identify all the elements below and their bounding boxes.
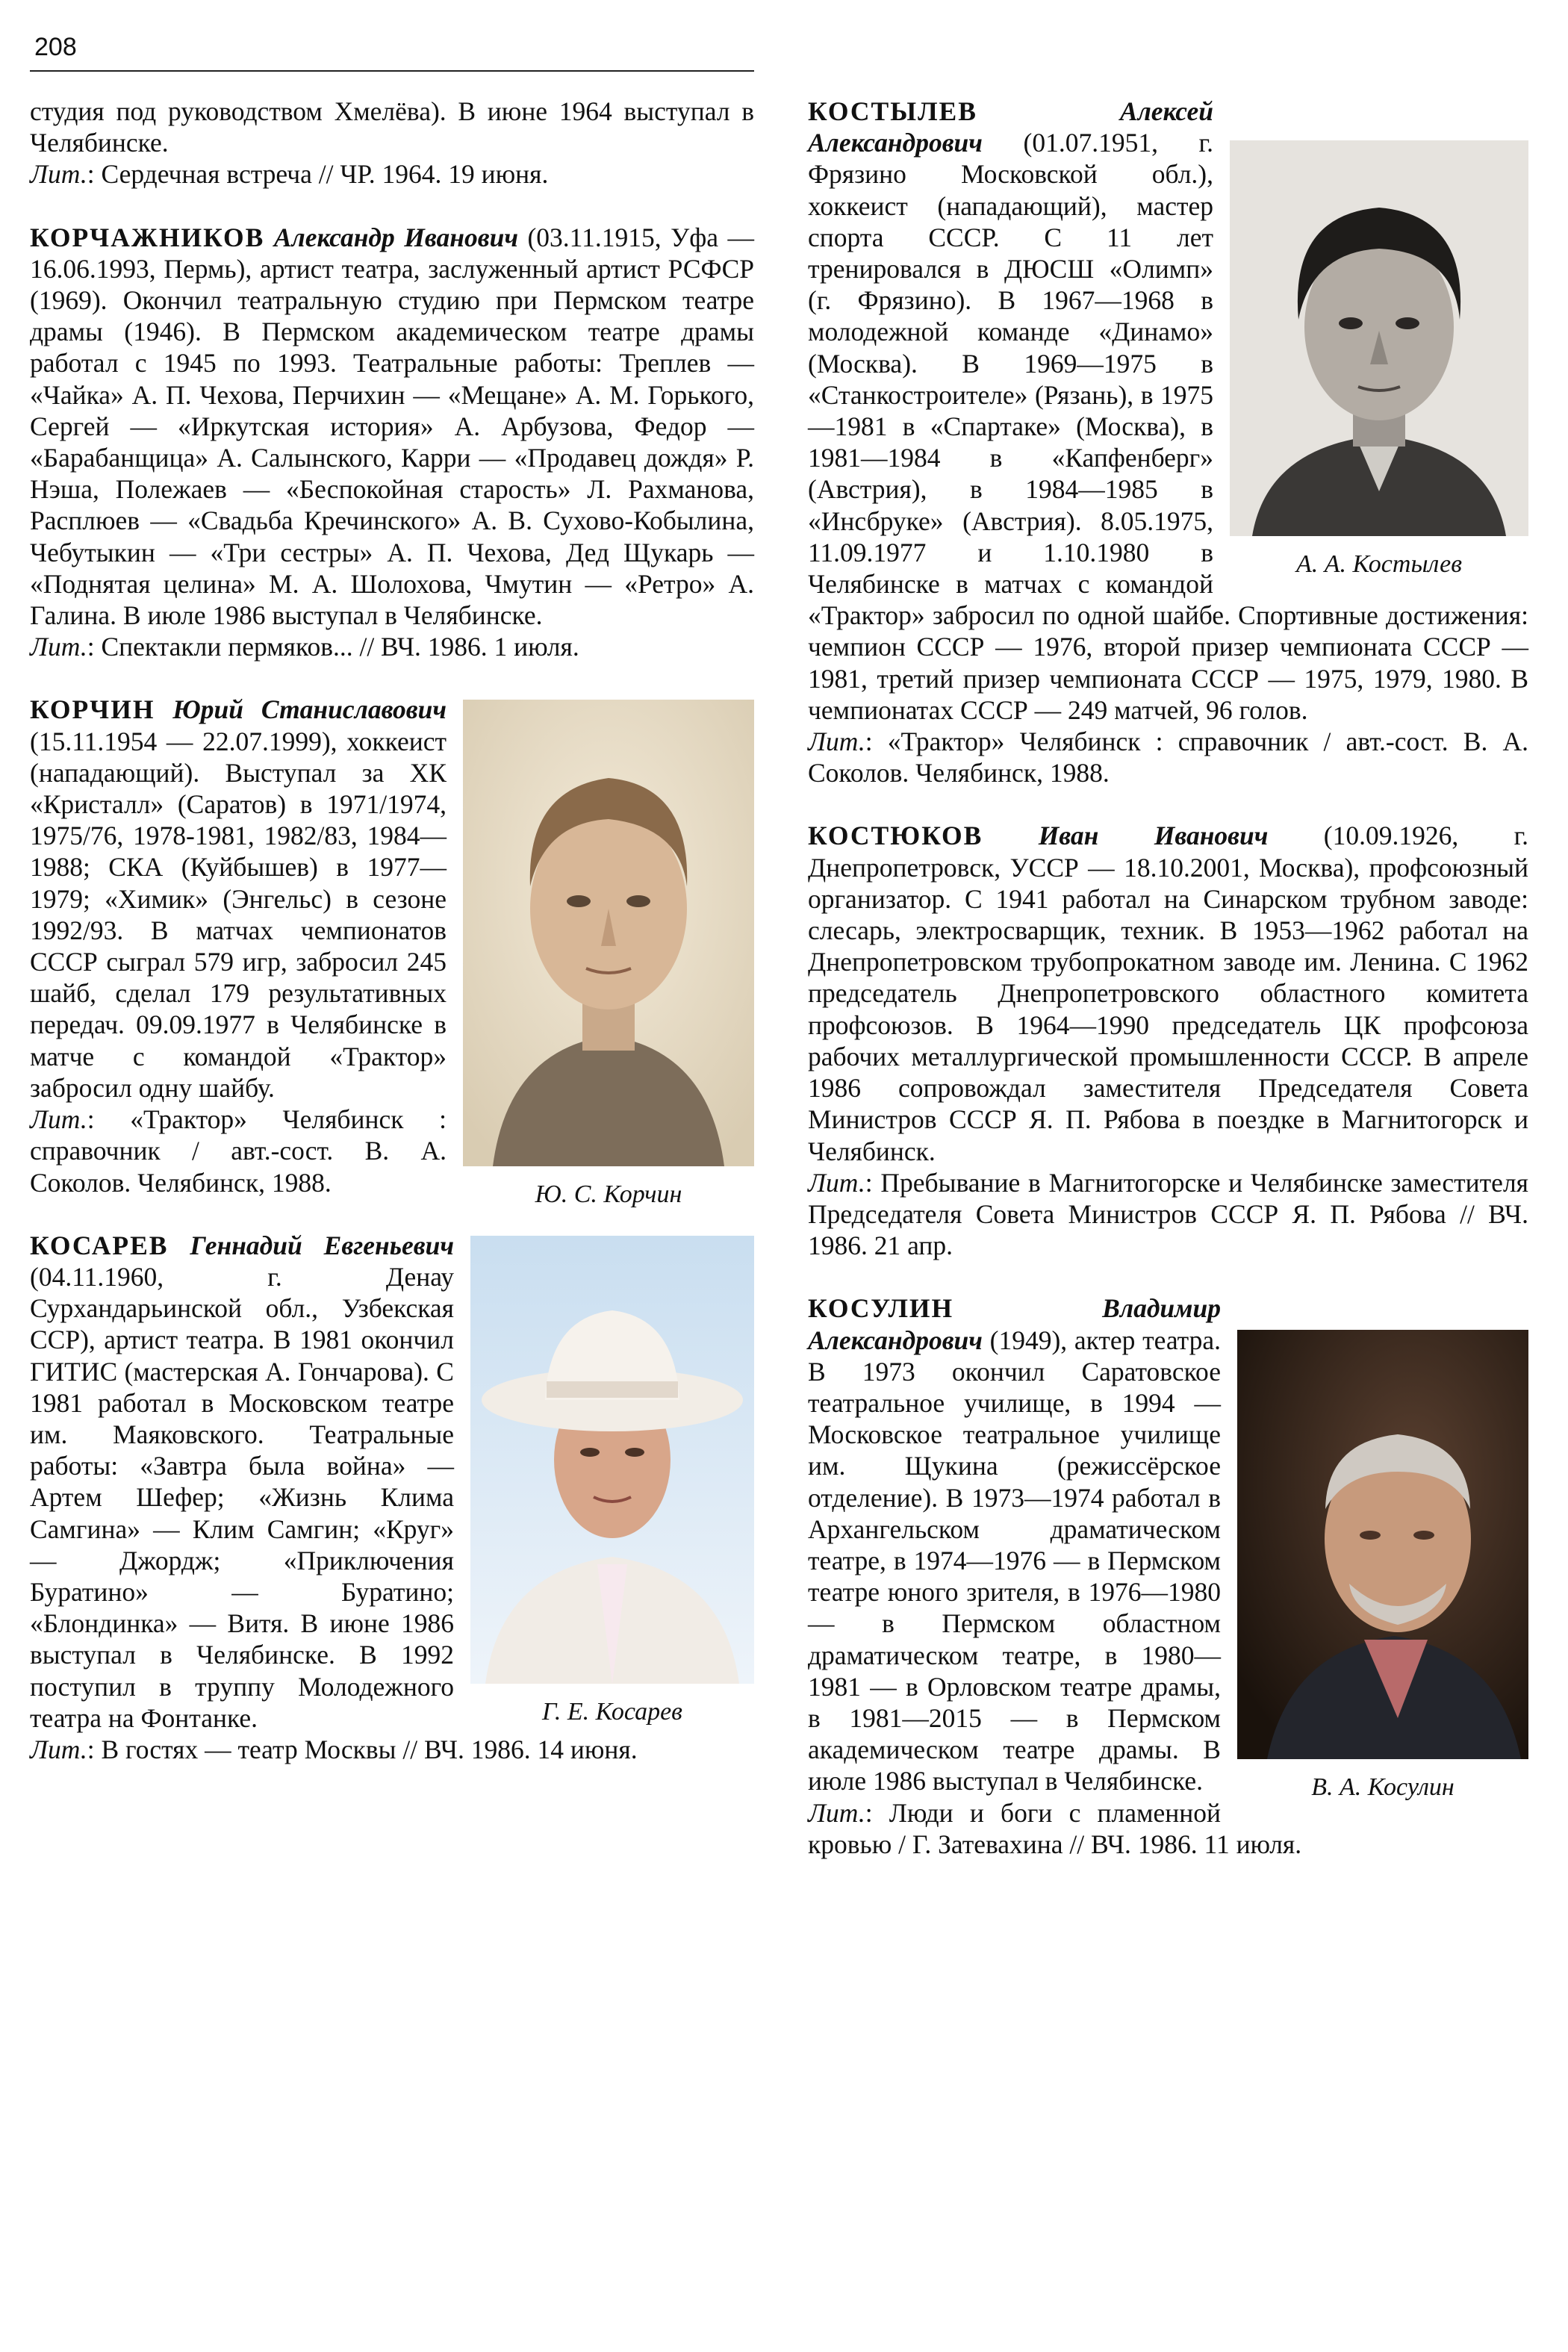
- kosulin-figure: [1237, 1330, 1528, 1802]
- korchin-photo: [463, 700, 754, 1166]
- continuation-text: студия под руководством Хмелёва). В июне 1964 выступал в Челябинске.: [30, 96, 754, 158]
- header-rule: [30, 70, 754, 72]
- entry-korchazhnikov: [30, 222, 754, 663]
- left-column: [30, 96, 754, 1796]
- entry-names: Алексей Александрович: [808, 96, 1213, 158]
- korchin-figure: [463, 700, 754, 1210]
- kosarev-figure: [470, 1236, 754, 1727]
- entry-body: (01.07.1951, г. Фрязино Московской обл.), хоккеист (нападающий), мастер спорта СССР. С 11 лет тренировался в ДЮСШ «Олимп» (г. Фрязино). В 1967—1968 в молодежной команде «Динамо» (Москва). В 1969—1975 в «Станкостроителе» (Рязань), в 1975—1981 в «Спартаке» (Москва), в 1981—1984 в «Капфенберг» (Австрия), в 1984—1985 в «Инсбруке» (Австрия). 8.05.1975, 11.09.1977 и 1.10.1980 в Челябинске в матчах с командой «Трактор» забросил по одной шайбе. Спортивные достижения: чемпион СССР — 1976, второй призер чемпионата СССР — 1981, третий призер чемпионата СССР — 1975, 1979, 1980. В чемпионатах СССР — 249 матчей, 96 голов.: [808, 128, 1528, 725]
- entry-surname: КОСАРЕВ: [30, 1230, 169, 1260]
- lit-text: : Сердечная встреча // ЧР. 1964. 19 июня.: [87, 159, 549, 190]
- kosulin-caption: В. А. Косулин: [1311, 1773, 1455, 1802]
- lit-label: Лит.: [808, 1167, 865, 1198]
- entry-surname: КОСТЮКОВ: [808, 821, 983, 851]
- lit-label: Лит.: [808, 727, 865, 757]
- entry-korchin: [30, 694, 754, 1209]
- entry-continuation: [30, 96, 754, 190]
- entry-surname: КОРЧАЖНИКОВ: [30, 222, 265, 252]
- entry-names: Иван Иванович: [983, 821, 1269, 851]
- entry-names: Александр Иванович: [264, 222, 518, 252]
- lit-text: : «Трактор» Челябинск : справочник / авт.-сост. В. А. Соколов. Челябинск, 1988.: [30, 1104, 447, 1198]
- kosarev-photo: [470, 1236, 754, 1684]
- entry-kosulin: [808, 1292, 1528, 1860]
- entry-kosarev: [30, 1230, 754, 1765]
- entry-body: (03.11.1915, Уфа — 16.06.1993, Пермь), артист театра, заслуженный артист РСФСР (1969). Окончил театральную студию при Пермском театре драмы (1946). В Пермском академическом театре драмы работал с 1945 по 1993. Театральные работы: Треплев — «Чайка» А. П. Чехова, Перчихин — «Мещане» А. М. Горького, Сергей — «Иркутская история» А. Арбузова, Федор — «Барабанщица» А. Салынского, Карри — «Продавец дождя» Р. Нэша, Полежаев — «Беспокойная старость» Л. Рахманова, Расплюев — «Свадьба Кречинского» А. В. Сухово-Кобылина, Чебутыкин — «Три сестры» А. П. Чехова, Дед Щукарь — «Поднятая целина» М. А. Шолохова, Чмутин — «Ретро» А. Галина. В июле 1986 выступал в Челябинске.: [30, 222, 754, 631]
- lit-text: : Спектакли пермяков... // ВЧ. 1986. 1 июля.: [87, 632, 579, 662]
- entry-kostylev: [808, 96, 1528, 788]
- entry-body: (1949), актер театра. В 1973 окончил Саратовское театральное училище, в 1994 — Московское театральное училище им. Щукина (режиссёрское отделение). В 1973—1974 работал в Архангельском драматическом театре, в 1974—1976 — в Пермском театре юного зрителя, в 1976—1980 — в Пермском областном драматическом театре, в 1980—1981 — в Орловском театре драмы, в 1981—2015 — в Пермском академическом театре драмы. В июле 1986 выступал в Челябинске.: [808, 1325, 1221, 1796]
- lit-label: Лит.: [30, 1104, 87, 1135]
- page-number: 208: [34, 33, 77, 61]
- lit-label: Лит.: [30, 159, 87, 190]
- entry-body: (04.11.1960, г. Денау Сурхандарьинской обл., Узбекская ССР), артист театра. В 1981 окончил ГИТИС (мастерская А. Гончарова). С 1981 работал в Московском театре им. Маяковского. Театральные работы: «Завтра была война» — Артем Шефер; «Жизнь Клима Самгина» — Клим Самгин; «Круг» — Джордж; «Приключения Буратино» — Буратино; «Блондинка» — Витя. В июне 1986 выступал в Челябинске. В 1992 поступил в труппу Молодежного театра на Фонтанке.: [30, 1261, 454, 1733]
- kostylev-figure: [1230, 140, 1528, 579]
- entry-names: Геннадий Евгеньевич: [168, 1230, 454, 1260]
- lit-label: Лит.: [30, 1734, 87, 1764]
- entry-surname: КОРЧИН: [30, 694, 155, 725]
- entry-kostyukov: [808, 820, 1528, 1261]
- kosulin-photo: [1237, 1330, 1528, 1759]
- lit-label: Лит.: [808, 1797, 865, 1828]
- lit-text: : В гостях — театр Москвы // ВЧ. 1986. 14 июня.: [87, 1734, 638, 1764]
- korchin-caption: Ю. С. Корчин: [535, 1180, 682, 1209]
- lit-label: Лит.: [30, 632, 87, 662]
- kostylev-caption: А. А. Костылев: [1295, 550, 1462, 578]
- lit-text: : «Трактор» Челябинск : справочник / авт.-сост. В. А. Соколов. Челябинск, 1988.: [808, 727, 1528, 788]
- entry-surname: КОСУЛИН: [808, 1293, 954, 1324]
- kosarev-caption: Г. Е. Косарев: [542, 1697, 682, 1726]
- entry-body: (15.11.1954 — 22.07.1999), хоккеист (нападающий). Выступал за ХК «Кристалл» (Саратов) в 1971/1974, 1975/76, 1978-1981, 1982/83, 1984—1988; СКА (Куйбышев) в 1977—1979; «Химик» (Энгельс) в сезоне 1992/93. В матчах чемпионатов СССР сыграл 579 игр, забросил 245 шайб, сделал 179 результативных передач. 09.09.1977 в Челябинске в матче с командой «Трактор» забросил одну шайбу.: [30, 726, 447, 1103]
- entry-surname: КОСТЫЛЕВ: [808, 96, 977, 126]
- lit-text: : Люди и боги с пламенной кровью / Г. Затевахина // ВЧ. 1986. 11 июля.: [808, 1797, 1302, 1859]
- kostylev-photo: [1230, 140, 1528, 536]
- lit-text: : Пребывание в Магнитогорске и Челябинске заместителя Председателя Совета Министров СССР Я. П. Рябова // ВЧ. 1986. 21 апр.: [808, 1167, 1528, 1261]
- right-column: [808, 96, 1528, 1891]
- entry-names: Юрий Станиславович: [155, 694, 447, 725]
- entry-body: (10.09.1926, г. Днепропетровск, УССР — 18.10.2001, Москва), профсоюзный организатор. С 1941 работал на Синарском трубном заводе: слесарь, электросварщик, техник. В 1953—1962 работал на Днепропетровском трубопрокатном заводе им. Ленина. С 1962 председатель Днепропетровского областного комитета профсоюзов. В 1964—1990 председатель ЦК профсоюза рабочих металлургической промышленности СССР. В апреле 1986 сопровождал заместителя Председателя Совета Министров СССР Я. П. Рябова в поездке в Магнитогорск и Челябинск.: [808, 821, 1528, 1166]
- entry-names: Владимир Александрович: [808, 1293, 1221, 1355]
